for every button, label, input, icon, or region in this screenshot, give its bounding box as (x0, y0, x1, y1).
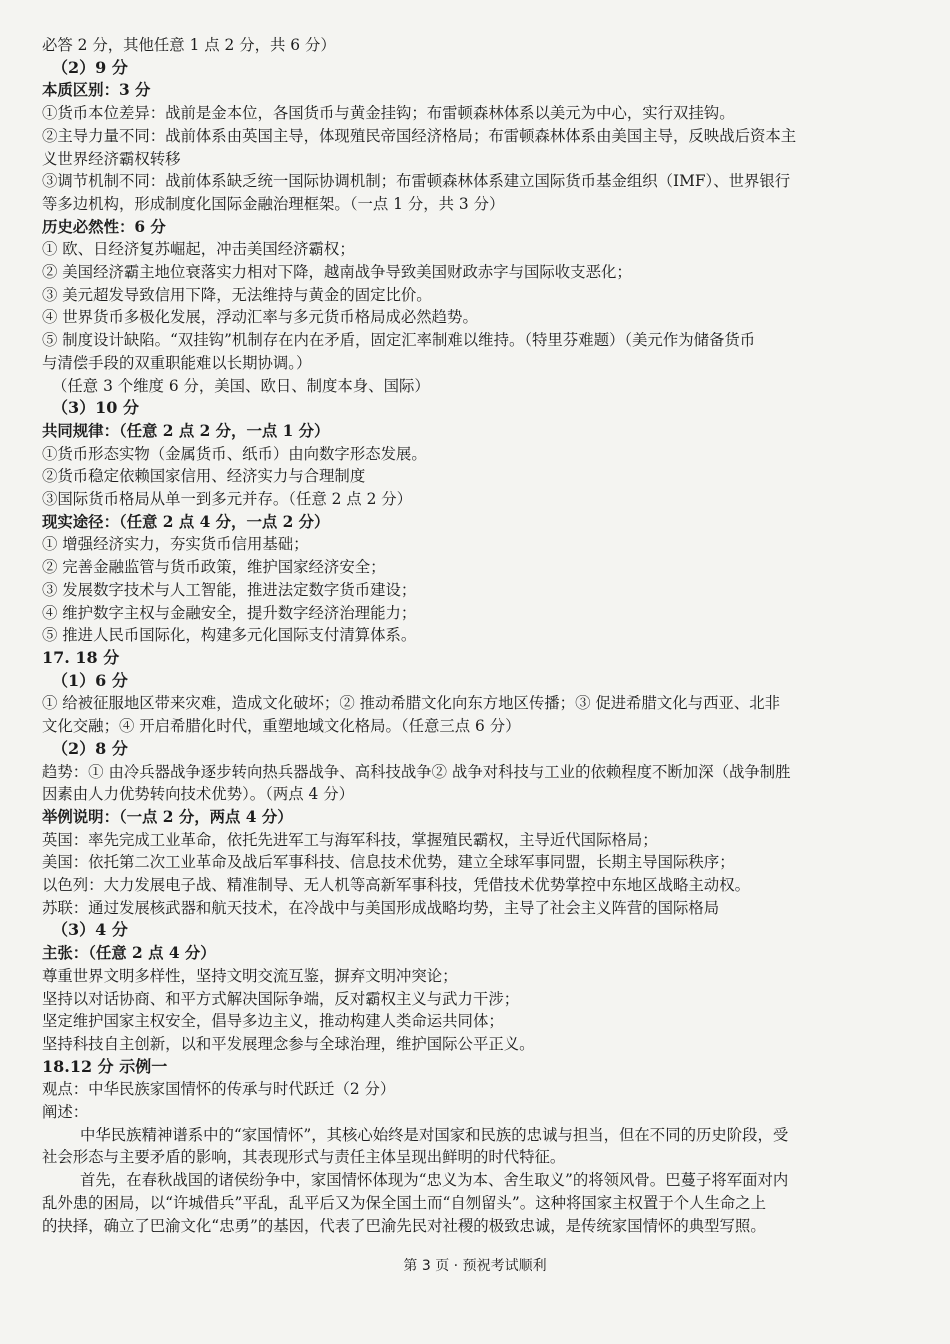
text-line: 尊重世界文明多样性，坚持文明交流互鉴，摒弃文明冲突论； (42, 966, 458, 985)
text-line: 现实途径：（任意 2 点 4 分，一点 2 分） (42, 512, 330, 531)
text-line: 观点：中华民族家国情怀的传承与时代跃迁（2 分） (42, 1080, 396, 1099)
text-line: 的抉择，确立了巴渝文化“忠勇”的基因，代表了巴渝先民对社稷的极致忠诚，是传统家国情怀的典型写照。 (42, 1216, 766, 1235)
text-line: ③调节机制不同：战前体系缺乏统一国际协调机制；布雷顿森林体系建立国际货币基金组织（IMF）、世界银行 (42, 172, 791, 191)
text-line: 必答 2 分，其他任意 1 点 2 分，共 6 分） (42, 36, 336, 54)
text-line: 历史必然性：6 分 (42, 217, 166, 236)
text-line: （1）6 分 (52, 670, 128, 690)
text-line: （任意 3 个维度 6 分，美国、欧日、制度本身、国际） (52, 376, 430, 395)
text-line: ④ 世界货币多极化发展，浮动汇率与多元货币格局成必然趋势。 (42, 308, 478, 327)
text-line: ① 欧、日经济复苏崛起，冲击美国经济霸权； (42, 240, 355, 259)
text-line: ①货币形态实物（金属货币、纸币）由向数字形态发展。 (42, 444, 427, 463)
text-line: ⑤ 制度设计缺陷。“双挂钩”机制存在内在矛盾，固定汇率制难以维持。（特里芬难题）（美元作为储备货币 (42, 331, 756, 350)
text-line: 等多边机构，形成制度化国际金融治理框架。（一点 1 分，共 3 分） (42, 194, 505, 213)
text-line: 乱外患的困局，以“许城借兵”平乱，乱平后又为保全国土而“自刎留头”。这种将国家主权置于个人生命之上 (42, 1193, 767, 1212)
text-line: 坚定维护国家主权安全，倡导多边主义，推动构建人类命运共同体； (42, 1012, 504, 1031)
answer-content (42, 34, 920, 1237)
text-line: （2）9 分 (52, 57, 128, 77)
text-line: 社会形态与主要矛盾的影响，其表现形式与责任主体呈现出鲜明的时代特征。 (42, 1148, 566, 1167)
text-line: 美国：依托第二次工业革命及战后军事科技、信息技术优势，建立全球军事同盟，长期主导国际秩序； (42, 853, 735, 872)
text-line: 18.12 分 示例一 (42, 1056, 168, 1076)
text-line: 文化交融；④ 开启希腊化时代，重塑地域文化格局。（任意三点 6 分） (42, 717, 521, 736)
text-line: ④ 维护数字主权与金融安全，提升数字经济治理能力； (42, 603, 417, 622)
text-line: 共同规律：（任意 2 点 2 分，一点 1 分） (42, 421, 330, 440)
text-line: ⑤ 推进人民币国际化，构建多元化国际支付清算体系。 (42, 626, 417, 645)
text-line: 苏联：通过发展核武器和航天技术，在冷战中与美国形成战略均势，主导了社会主义阵营的国际格局 (42, 898, 720, 917)
text-line: 趋势：① 由冷兵器战争逐步转向热兵器战争、高科技战争② 战争对科技与工业的依赖程度不断加深（战争制胜 (42, 762, 791, 781)
text-line: 举例说明：（一点 2 分，两点 4 分） (42, 807, 293, 826)
text-line: （2）8 分 (52, 738, 128, 758)
text-line: 主张：（任意 2 点 4 分） (42, 944, 216, 963)
text-line: ③ 发展数字技术与人工智能，推进法定数字货币建设； (42, 580, 417, 599)
text-line: 17. 18 分 (42, 647, 120, 667)
text-line: ③ 美元超发导致信用下降，无法维持与黄金的固定比价。 (42, 285, 432, 304)
text-line: ③国际货币格局从单一到多元并存。（任意 2 点 2 分） (42, 490, 413, 509)
text-line: ② 完善金融监管与货币政策，维护国家经济安全； (42, 558, 386, 577)
text-line: 阐述： (42, 1103, 89, 1122)
text-line: 与清偿手段的双重职能难以长期协调。） (42, 353, 312, 372)
text-line: 以色列：大力发展电子战、精准制导、无人机等高新军事科技，凭借技术优势掌控中东地区战略主动权。 (42, 876, 750, 895)
text-line: 本质区别：3 分 (42, 81, 151, 100)
text-line: ①货币本位差异：战前是金本位，各国货币与黄金挂钩；布雷顿森林体系以美元为中心，实行双挂钩。 (42, 104, 735, 123)
text-line: 首先，在春秋战国的诸侯纷争中，家国情怀体现为“忠义为本、舍生取义”的将领风骨。巴蔓子将军面对内 (80, 1171, 789, 1190)
text-line: ① 增强经济实力，夯实货币信用基础； (42, 535, 309, 554)
text-line: ②货币稳定依赖国家信用、经济实力与合理制度 (42, 467, 366, 486)
text-line: ① 给被征服地区带来灾难，造成文化破坏；② 推动希腊文化向东方地区传播；③ 促进希腊文化与西亚、北非 (42, 694, 781, 713)
text-line: （3）4 分 (52, 920, 128, 940)
text-line: ②主导力量不同：战前体系由英国主导，体现殖民帝国经济格局；布雷顿森林体系由美国主导，反映战后资本主 (42, 126, 797, 145)
text-line: （3）10 分 (52, 398, 139, 418)
text-line: 英国：率先完成工业革命，依托先进军工与海军科技，掌握殖民霸权，主导近代国际格局； (42, 830, 658, 849)
text-line: 坚持以对话协商、和平方式解决国际争端，反对霸权主义与武力干涉； (42, 989, 520, 1008)
page-footer: 第 3 页 · 预祝考试顺利 (403, 1258, 547, 1274)
text-line: 中华民族精神谱系中的“家国情怀”，其核心始终是对国家和民族的忠诚与担当，但在不同的历史阶段，受 (80, 1125, 789, 1144)
text-line: 坚持科技自主创新，以和平发展理念参与全球治理，维护国际公平正义。 (42, 1034, 535, 1053)
text-line: 因素由人力优势转向技术优势）。（两点 4 分） (42, 785, 354, 804)
text-line: ② 美国经济霸主地位衰落实力相对下降，越南战争导致美国财政赤字与国际收支恶化； (42, 263, 632, 282)
text-line: 义世界经济霸权转移 (42, 149, 181, 168)
